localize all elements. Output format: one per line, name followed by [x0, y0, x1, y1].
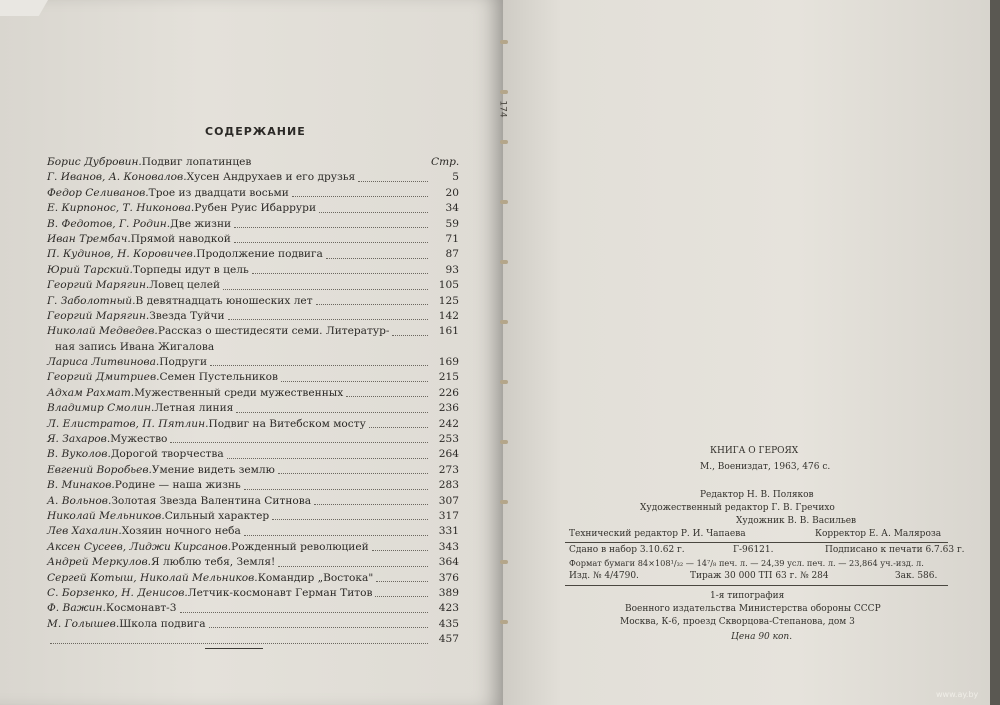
editor-line: Редактор Н. В. Поляков	[700, 490, 814, 500]
dot-leader	[244, 535, 428, 536]
toc-entry	[47, 263, 459, 278]
publisher-full: Военного издательства Министерства обороны СССР	[625, 604, 881, 614]
toc-page-number: 364	[438, 556, 459, 569]
toc-entry	[47, 478, 459, 493]
toc-author: Андрей Меркулов.	[47, 556, 151, 569]
toc-page-number: 423	[438, 602, 459, 615]
dot-leader	[236, 412, 428, 413]
book-title: КНИГА О ГЕРОЯХ	[710, 446, 799, 456]
art-editor-line: Художественный редактор Г. В. Гречихо	[640, 503, 835, 513]
toc-page-number: 87	[445, 248, 459, 261]
toc-page-number: 389	[438, 586, 459, 599]
price: Цена 90 коп.	[731, 632, 793, 642]
toc-page-number: 59	[445, 217, 459, 230]
toc-author: Адхам Рахмат.	[47, 386, 135, 399]
toc-entry	[47, 463, 459, 478]
toc-entry-title: Продолжение подвига	[196, 248, 323, 261]
toc-entry	[47, 632, 459, 647]
toc-entry-title: Летчик-космонавт Герман Титов	[187, 586, 373, 599]
toc-entry-title: Родине — наша жизнь	[114, 479, 241, 492]
toc-page-number: 20	[445, 186, 459, 199]
dot-leader	[244, 489, 428, 490]
dot-leader	[234, 242, 428, 243]
dot-leader	[209, 627, 428, 628]
toc-entry-title: Золотая Звезда Валентина Ситнова	[111, 494, 312, 507]
dot-leader	[281, 381, 428, 382]
toc-entry-title: Летная линия	[154, 402, 234, 415]
toc-page-number: 169	[438, 356, 459, 369]
toc-entry-title: Рубен Руис Ибаррури	[194, 202, 317, 215]
toc-entry-title: Хозяин ночного неба	[121, 525, 241, 538]
toc-page-number: 215	[438, 371, 459, 384]
toc-entry	[47, 494, 459, 509]
toc-entry	[47, 586, 459, 601]
toc-page-number: 317	[438, 509, 459, 522]
binding-stitch	[500, 260, 508, 264]
toc-author: Евгений Воробьев.	[47, 463, 152, 476]
toc-page-number: 226	[438, 386, 459, 399]
toc-author: Г. Заболотный.	[47, 294, 136, 307]
order-number: Зак. 586.	[895, 571, 938, 581]
dot-leader	[278, 566, 428, 567]
binding-stitch	[500, 620, 508, 624]
toc-author: Лариса Литвинова.	[47, 356, 160, 369]
toc-entry-title: Торпеды идут в цель	[132, 263, 249, 276]
dot-leader	[319, 212, 428, 213]
dot-leader	[346, 396, 428, 397]
dot-leader	[227, 458, 428, 459]
toc-page-number: 273	[438, 463, 459, 476]
binding-stitch	[500, 560, 508, 564]
toc-entry-title: Две жизни	[170, 217, 232, 230]
dot-leader	[314, 504, 428, 505]
toc-entry-title: Трое из двадцати восьми	[148, 186, 289, 199]
dot-leader	[180, 612, 429, 613]
toc-entry-title: Умение видеть землю	[151, 463, 275, 476]
binding-stitch	[500, 140, 508, 144]
corrector-line: Корректор Е. А. Маляроза	[815, 529, 942, 539]
toc-page-number: 161	[438, 325, 459, 338]
toc-author: Борис Дубровин.	[47, 155, 142, 168]
dot-leader	[358, 181, 428, 182]
toc-author: Г. Иванов, А. Коновалов.	[47, 171, 187, 184]
watermark: www.ay.by	[936, 690, 979, 699]
toc-list	[47, 155, 459, 648]
toc-entry-title: ная запись Ивана Жигалова	[55, 340, 215, 353]
toc-entry	[47, 170, 459, 185]
divider	[205, 648, 263, 649]
dot-leader	[210, 365, 428, 366]
toc-page-number: 242	[438, 417, 459, 430]
toc-entry-title: В девятнадцать юношеских лет	[135, 294, 313, 307]
toc-entry	[47, 294, 459, 309]
toc-author: В. Федотов, Г. Родин.	[47, 217, 171, 230]
toc-author: Ф. Важин.	[47, 602, 106, 615]
toc-entry	[47, 370, 459, 385]
toc-author: Георгий Марягин.	[47, 279, 150, 292]
toc-page-number: 105	[438, 279, 459, 292]
binding-stitch	[500, 500, 508, 504]
toc-page-number: 343	[438, 540, 459, 553]
binding-stitch	[500, 440, 508, 444]
artist-line: Художник В. В. Васильев	[736, 516, 857, 526]
issue-number: Изд. № 4/4790.	[569, 571, 639, 581]
toc-entry	[47, 617, 459, 632]
toc-author: Сергей Котыш, Николай Мельников.	[47, 571, 258, 584]
toc-entry-title: Сильный характер	[164, 509, 270, 522]
dot-leader	[272, 519, 428, 520]
toc-entry	[47, 540, 459, 555]
toc-author: Георгий Дмитриев.	[47, 371, 160, 384]
toc-entry	[47, 309, 459, 324]
toc-author: Я. Захаров.	[47, 433, 111, 446]
toc-author: Георгий Марягин.	[47, 309, 150, 322]
dot-leader	[369, 427, 428, 428]
divider	[565, 542, 948, 543]
binding-stitch	[500, 40, 508, 44]
dot-leader	[223, 289, 428, 290]
toc-title: СОДЕРЖАНИЕ	[205, 125, 306, 138]
dot-leader	[316, 304, 428, 305]
dot-leader	[228, 319, 428, 320]
sent-to-print: Сдано в набор 3.10.62 г.	[569, 545, 685, 555]
toc-entry	[47, 186, 459, 201]
toc-entry-title: Мужественный среди мужественных	[134, 386, 344, 399]
toc-page-number: 93	[445, 263, 459, 276]
toc-page-number: 5	[452, 171, 459, 184]
toc-entry-title: Звезда Туйчи	[149, 309, 225, 322]
toc-author: А. Вольнов.	[47, 494, 112, 507]
toc-entry-title: Школа подвига	[119, 617, 206, 630]
dot-leader	[376, 581, 428, 582]
publisher-line: М., Воениздат, 1963, 476 с.	[700, 462, 831, 472]
toc-author: Федор Селиванов.	[47, 186, 149, 199]
dot-leader	[234, 227, 428, 228]
toc-author: П. Кудинов, Н. Коровичев.	[47, 248, 197, 261]
toc-page-number: 457	[438, 633, 459, 646]
divider	[565, 585, 948, 586]
toc-entry	[47, 155, 459, 170]
toc-entry-title: Я люблю тебя, Земля!	[150, 556, 276, 569]
toc-entry	[47, 555, 459, 570]
toc-entry-title: Космонавт-3	[105, 602, 177, 615]
toc-entry-title: Хусен Андрухаев и его друзья	[186, 171, 356, 184]
toc-page-number: 376	[438, 571, 459, 584]
toc-page-number: 307	[438, 494, 459, 507]
dot-leader	[392, 335, 428, 336]
toc-author: Иван Трембач.	[47, 232, 131, 245]
toc-entry	[47, 247, 459, 262]
toc-entry-title: Командир „Востока"	[257, 571, 374, 584]
toc-page-number: 435	[438, 617, 459, 630]
toc-entry	[47, 201, 459, 216]
toc-entry-title: Ловец целей	[149, 279, 221, 292]
tech-editor-line: Технический редактор Р. И. Чапаева	[569, 529, 746, 539]
toc-page-number: 331	[438, 525, 459, 538]
toc-page-number: 71	[445, 232, 459, 245]
toc-author: Николай Медведев.	[47, 325, 158, 338]
toc-entry-title: Мужество	[110, 433, 168, 446]
toc-author: В. Минаков.	[47, 479, 115, 492]
dot-leader	[252, 273, 428, 274]
toc-author: Аксен Сусеев, Лиджи Кирсанов.	[47, 540, 232, 553]
toc-page-number: 264	[438, 448, 459, 461]
order-code: Г-96121.	[733, 545, 774, 555]
binding-stitch	[500, 90, 508, 94]
toc-entry	[47, 417, 459, 432]
toc-entry	[47, 524, 459, 539]
toc-author: С. Борзенко, Н. Денисов.	[47, 586, 188, 599]
dot-leader	[375, 596, 428, 597]
address: Москва, К-6, проезд Скворцова-Степанова, дом 3	[620, 617, 855, 627]
toc-entry	[47, 217, 459, 232]
circulation: Тираж 30 000 ТП 63 г. № 284	[690, 571, 829, 581]
signed-date: Подписано к печати 6.7.63 г.	[825, 545, 965, 555]
toc-page-number: 34	[445, 202, 459, 215]
toc-author: Владимир Смолин.	[47, 402, 155, 415]
toc-page-number: 283	[438, 479, 459, 492]
toc-entry	[47, 386, 459, 401]
toc-entry-title: Дорогой творчества	[110, 448, 224, 461]
dot-leader	[372, 550, 428, 551]
toc-page-number: 253	[438, 433, 459, 446]
printing-house: 1-я типография	[710, 591, 785, 601]
toc-entry	[47, 571, 459, 586]
book-edge	[990, 0, 1000, 705]
toc-entry-title: Рожденный революцией	[231, 540, 369, 553]
format-line: Формат бумаги 84×108¹/₃₂ — 14⁷/₈ печ. л. — 24,39 усл. печ. л. — 23,864 уч.-изд. л.	[569, 558, 924, 568]
toc-entry	[47, 355, 459, 370]
toc-author: Николай Мельников.	[47, 509, 165, 522]
toc-entry	[47, 401, 459, 416]
toc-entry	[47, 324, 459, 339]
toc-author: В. Вуколов.	[47, 448, 111, 461]
binding-stitch	[500, 320, 508, 324]
dot-leader	[278, 473, 428, 474]
toc-entry-title: Подвиг лопатинцев	[141, 155, 252, 168]
dot-leader	[292, 196, 428, 197]
dot-leader	[50, 643, 428, 644]
toc-entry	[47, 232, 459, 247]
gutter-stamp: 174	[497, 100, 508, 118]
toc-entry-title: Семен Пустельников	[159, 371, 278, 384]
toc-author: Е. Кирпонос, Т. Никонова.	[47, 202, 195, 215]
binding-stitch	[500, 200, 508, 204]
toc-author: Лев Хахалин.	[47, 525, 122, 538]
toc-entry	[47, 278, 459, 293]
toc-entry	[47, 432, 459, 447]
toc-entry-title: Прямой наводкой	[130, 232, 231, 245]
toc-entry	[47, 447, 459, 462]
toc-author: Юрий Тарский.	[47, 263, 133, 276]
toc-page-number: Стр.	[431, 155, 460, 168]
toc-page-number: 142	[438, 309, 459, 322]
toc-entry-title: Подвиг на Витебском мосту	[208, 417, 366, 430]
toc-entry	[47, 509, 459, 524]
toc-entry	[47, 601, 459, 616]
dot-leader	[170, 442, 428, 443]
toc-entry-title: Рассказ о шестидесяти семи. Литератур-	[157, 325, 390, 338]
toc-page-number: 125	[438, 294, 459, 307]
toc-page-number: 236	[438, 402, 459, 415]
toc-entry	[47, 340, 459, 355]
toc-entry-title: Подруги	[159, 356, 208, 369]
dot-leader	[326, 258, 428, 259]
toc-author: М. Голышев.	[47, 617, 120, 630]
binding-stitch	[500, 380, 508, 384]
toc-author: Л. Елистратов, П. Пятлин.	[47, 417, 209, 430]
